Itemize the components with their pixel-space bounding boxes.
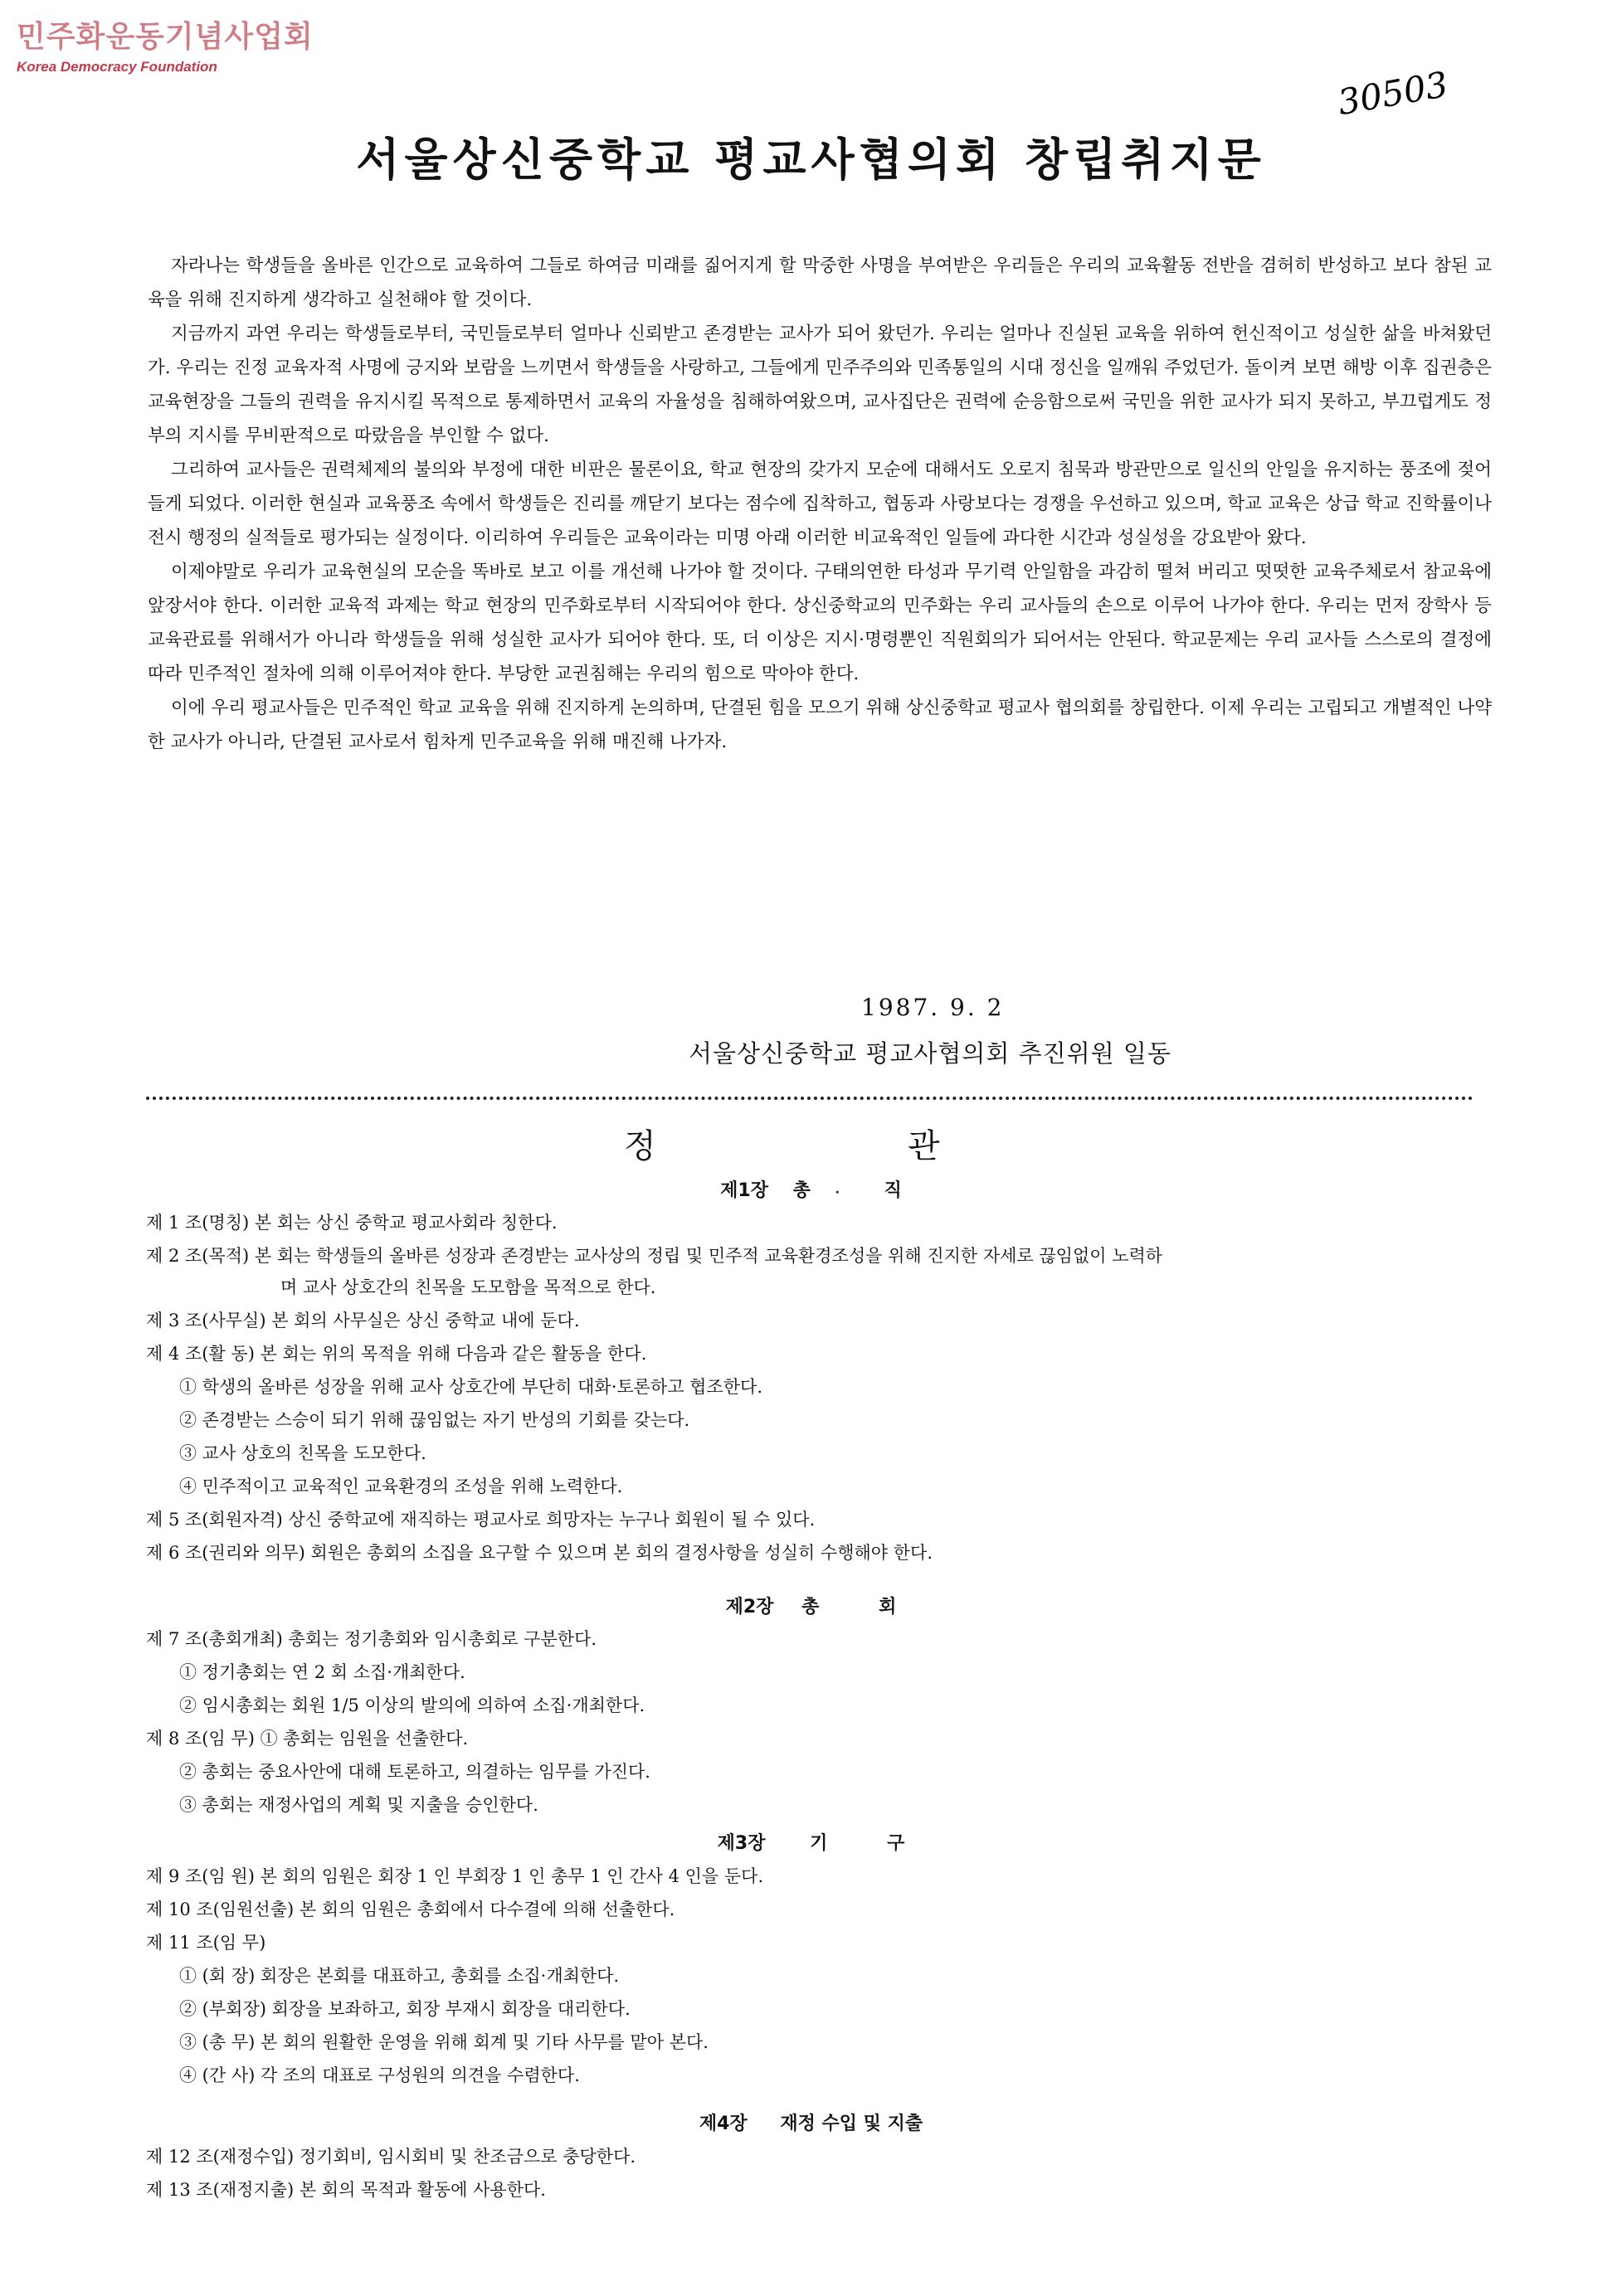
chapter-number: 제4장 — [699, 2114, 748, 2134]
statement-date: 1987. 9. 2 — [861, 994, 1005, 1021]
statement-signer: 서울상신중학교 평교사협의회 추진위원 일동 — [689, 1039, 1171, 1068]
article-line: ③ (총 무) 본 회의 원활한 운영을 위해 회계 및 기타 사무를 맡아 본다. — [179, 2032, 709, 2052]
chapter-number: 제1장 — [720, 1180, 768, 1201]
article-line: 제 1 조(명칭) 본 회는 상신 중학교 평교사회라 칭한다. — [146, 1213, 558, 1233]
chapter-number: 제2장 — [725, 1597, 774, 1617]
founding-statement — [148, 249, 1492, 759]
bylaws-title-right: 관 — [908, 1127, 940, 1165]
article-line: ② 존경받는 스승이 되기 위해 끊임없는 자기 반성의 기회를 갖는다. — [179, 1410, 690, 1430]
chapter-name-part: 기 — [810, 1833, 828, 1854]
article-line: ② (부회장) 회장을 보좌하고, 회장 부재시 회장을 대리한다. — [179, 1999, 631, 2019]
chapter-name-part: 총 — [792, 1180, 811, 1201]
chapter-name-part: 직 — [884, 1180, 902, 1201]
chapter-name-part: 재정 수입 및 지출 — [780, 2114, 923, 2134]
article-line: ① 학생의 올바른 성장을 위해 교사 상호간에 부단히 대화·토론하고 협조한다. — [179, 1377, 763, 1397]
article-line: 며 교사 상호간의 친목을 도모함을 목적으로 한다. — [280, 1277, 656, 1297]
logo-korean-text: 민주화운동기념사업회 — [17, 20, 314, 54]
article-line: ① (회 장) 회장은 본회를 대표하고, 총회를 소집·개최한다. — [179, 1966, 620, 1986]
article-line: 제 6 조(권리와 의무) 회원은 총회의 소집을 요구할 수 있으며 본 회의 결정사항을 성실히 수행해야 한다. — [146, 1543, 933, 1563]
article-line: 제 4 조(활 동) 본 회는 위의 목적을 위해 다음과 같은 활동을 한다. — [146, 1344, 647, 1364]
chapter-heading — [0, 1593, 1622, 1618]
article-line: 제 9 조(임 원) 본 회의 임원은 회장 1 인 부회장 1 인 총무 1 인 간사 4 인을 둔다. — [146, 1866, 764, 1886]
article-line: 제 8 조(임 무) ① 총회는 임원을 선출한다. — [146, 1729, 469, 1749]
article-line: 제 10 조(임원선출) 본 회의 임원은 총회에서 다수결에 의해 선출한다. — [146, 1900, 675, 1919]
preamble-paragraph: 이에 우리 평교사들은 민주적인 학교 교육을 위해 진지하게 논의하며, 단결된 힘을 모으기 위해 상신중학교 평교사 협의회를 창립한다. 이제 우리는 고립되고 개별적인 나약한 교사가 아니라, 단결된 교사로서 힘차게 민주교육을 위해 매진해 나가자. — [148, 698, 1492, 752]
chapter-heading — [0, 1176, 1622, 1202]
chapter-heading — [0, 2109, 1622, 2135]
chapter-heading — [0, 1829, 1622, 1855]
chapter-dot: · — [835, 1186, 840, 1199]
article-line: ② 임시총회는 회원 1/5 이상의 발의에 의하여 소집·개최한다. — [179, 1695, 645, 1715]
chapter-name-part: 구 — [887, 1833, 905, 1854]
logo-english-text: Korea Democracy Foundation — [17, 59, 217, 75]
article-line: 제 13 조(재정지출) 본 회의 목적과 활동에 사용한다. — [146, 2180, 546, 2200]
chapter-number: 제3장 — [717, 1833, 766, 1854]
article-line: 제 12 조(재정수입) 정기회비, 임시회비 및 찬조금으로 충당한다. — [146, 2147, 636, 2167]
handwritten-document-number: 30503 — [1334, 63, 1451, 124]
article-line: ③ 교사 상호의 친목을 도모한다. — [179, 1443, 426, 1463]
article-line: ④ 민주적이고 교육적인 교육환경의 조성을 위해 노력한다. — [179, 1476, 623, 1496]
chapter-name-part: 회 — [879, 1597, 897, 1617]
bylaws-title-left: 정 — [624, 1127, 656, 1165]
foundation-logo — [17, 13, 314, 75]
article-line: ③ 총회는 재정사업의 계획 및 지출을 승인한다. — [179, 1795, 538, 1815]
article-line: ④ (간 사) 각 조의 대표로 구성원의 의견을 수렴한다. — [179, 2065, 580, 2085]
preamble-paragraph: 그리하여 교사들은 권력체제의 불의와 부정에 대한 비판은 물론이요, 학교 현장의 갖가지 모순에 대해서도 오로지 침묵과 방관만으로 일신의 안일을 유지하는 풍조에 젖어들게 되었다. 이러한 현실과 교육풍조 속에서 학생들은 진리를 깨닫기 보다는 점수에 집착하고, 협동과 사랑보다는 경쟁을 우선하고 있으며, 학교 교육은 상급 학교 진학률이나 전시 행정의 실적들로 평가되는 실정이다. 이리하여 우리들은 교육이라는 미명 아래 이러한 비교육적인 일들에 과다한 시간과 성실성을 강요받아 왔다. — [148, 460, 1492, 548]
dotted-divider — [146, 1097, 1473, 1100]
article-line: 제 7 조(총회개최) 총회는 정기총회와 임시총회로 구분한다. — [146, 1629, 597, 1649]
article-line: 제 5 조(회원자격) 상신 중학교에 재직하는 평교사로 희망자는 누구나 회원이 될 수 있다. — [146, 1510, 816, 1530]
article-line: ① 정기총회는 연 2 회 소집·개최한다. — [179, 1662, 465, 1682]
article-line: 제 2 조(목적) 본 회는 학생들의 올바른 성장과 존경받는 교사상의 정립 및 민주적 교육환경조성을 위해 진지한 자세로 끊임없이 노력하 — [146, 1246, 1163, 1266]
preamble-paragraph: 자라나는 학생들을 올바른 인간으로 교육하여 그들로 하여금 미래를 짊어지게 할 막중한 사명을 부여받은 우리들은 우리의 교육활동 전반을 겸허히 반성하고 보다 참된 교육을 위해 진지하게 생각하고 실천해야 할 것이다. — [148, 255, 1492, 310]
chapter-name-part: 총 — [801, 1597, 820, 1617]
preamble-paragraph: 이제야말로 우리가 교육현실의 모순을 똑바로 보고 이를 개선해 나가야 할 것이다. 구태의연한 타성과 무기력 안일함을 과감히 떨쳐 버리고 떳떳한 교육주체로서 참교육에 앞장서야 한다. 이러한 교육적 과제는 학교 현장의 민주화로부터 시작되어야 한다. 상신중학교의 민주화는 우리 교사들의 손으로 이루어 나가야 한다. 우리는 먼저 장학사 등 교육관료를 위해서가 아니라 학생들을 위해 성실한 교사가 되어야 한다. 또, 더 이상은 지시·명령뿐인 직원회의가 되어서는 안된다. 학교문제는 우리 교사들 스스로의 결정에 따라 민주적인 절차에 의해 이루어져야 한다. 부당한 교권침해는 우리의 힘으로 막아야 한다. — [148, 562, 1492, 684]
article-line: ② 총회는 중요사안에 대해 토론하고, 의결하는 임무를 가진다. — [179, 1762, 650, 1782]
document-title: 서울상신중학교 평교사협의회 창립취지문 — [356, 134, 1266, 186]
article-line: 제 3 조(사무실) 본 회의 사무실은 상신 중학교 내에 둔다. — [146, 1311, 580, 1330]
preamble-paragraph: 지금까지 과연 우리는 학생들로부터, 국민들로부터 얼마나 신뢰받고 존경받는 교사가 되어 왔던가. 우리는 얼마나 진실된 교육을 위하여 헌신적이고 성실한 삶을 바쳐왔던가. 우리는 진정 교육자적 사명에 긍지와 보람을 느끼면서 학생들을 사랑하고, 그들에게 민주주의와 민족통일의 시대 정신을 일깨워 주었던가. 돌이켜 보면 해방 이후 집권층은 교육현장을 그들의 권력을 유지시킬 목적으로 통제하면서 교육의 자율성을 침해하여왔으며, 교사집단은 권력에 순응함으로써 국민을 위한 교사가 되지 못하고, 부끄럽게도 정부의 지시를 무비판적으로 따랐음을 부인할 수 없다. — [148, 323, 1492, 446]
article-line: 제 11 조(임 무) — [146, 1933, 266, 1953]
